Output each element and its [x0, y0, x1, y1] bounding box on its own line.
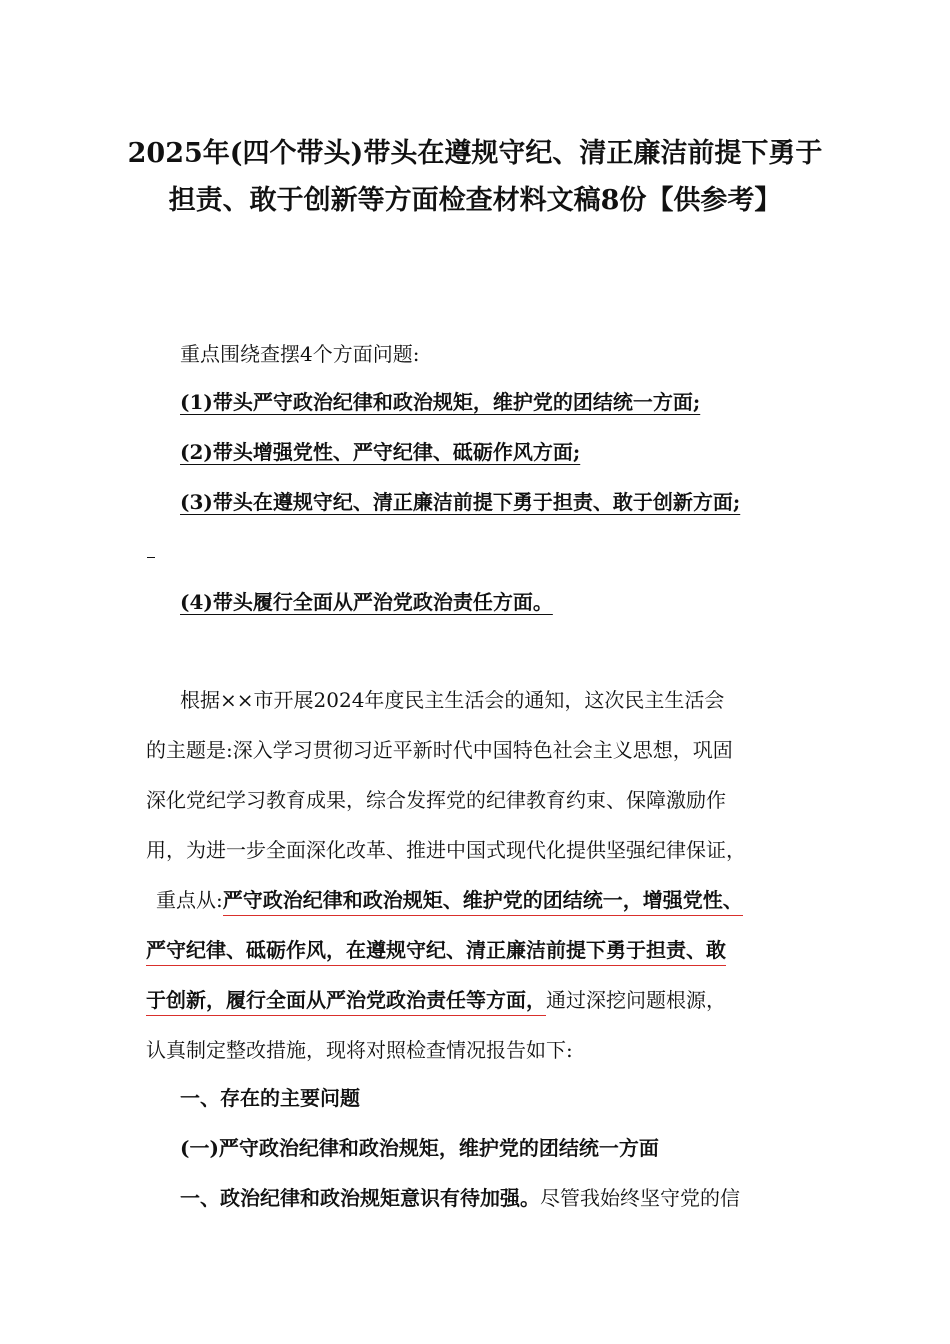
paragraph-line — [180, 1184, 740, 1212]
paragraph-text: 通过深挖问题根源， — [546, 988, 726, 1012]
underline-dash — [147, 557, 155, 558]
subsection-heading: (一)严守政治纪律和政治规矩，维护党的团结统一方面 — [180, 1136, 659, 1160]
list-item: (1)带头严守政治纪律和政治规矩，维护党的团结统一方面; — [180, 390, 701, 414]
paragraph-line: 的主题是:深入学习贯彻习近平新时代中国特色社会主义思想，巩固 — [146, 738, 733, 762]
document-title: 2025年(四个带头)带头在遵规守纪、清正廉洁前提下勇于担责、敢于创新等方面检查材料文稿8份【供参考】 — [127, 138, 823, 216]
paragraph-line — [146, 936, 726, 964]
paragraph-line: 认真制定整改措施，现将对照检查情况报告如下: — [146, 1038, 573, 1062]
intro-text: 重点围绕查摆4个方面问题: — [180, 342, 420, 366]
list-item: (2)带头增强党性、严守纪律、砥砺作风方面; — [180, 440, 581, 464]
paragraph-line: 深化党纪学习教育成果，综合发挥党的纪律教育约束、保障激励作 — [146, 788, 726, 812]
paragraph-line: 用，为进一步全面深化改革、推进中国式现代化提供坚强纪律保证， — [146, 838, 746, 862]
section-heading: 一、存在的主要问题 — [180, 1086, 360, 1110]
emphasis-text: 严守政治纪律和政治规矩、维护党的团结统一，增强党性、 — [223, 888, 743, 916]
list-item: (3)带头在遵规守纪、清正廉洁前提下勇于担责、敢于创新方面; — [180, 490, 741, 514]
paragraph-text: 重点从: — [156, 888, 223, 912]
paragraph-line — [146, 986, 726, 1014]
emphasis-text: 于创新，履行全面从严治党政治责任等方面， — [146, 988, 546, 1016]
list-item: (4)带头履行全面从严治党政治责任方面。 — [180, 590, 553, 614]
emphasis-text: 严守纪律、砥砺作风，在遵规守纪、清正廉洁前提下勇于担责、敢 — [146, 938, 726, 966]
paragraph-text: 尽管我始终坚守党的信 — [540, 1186, 740, 1210]
paragraph-line: 根据××市开展2024年度民主生活会的通知，这次民主生活会 — [180, 688, 725, 712]
point-heading: 一、政治纪律和政治规矩意识有待加强。 — [180, 1186, 540, 1210]
paragraph-line — [156, 886, 743, 914]
